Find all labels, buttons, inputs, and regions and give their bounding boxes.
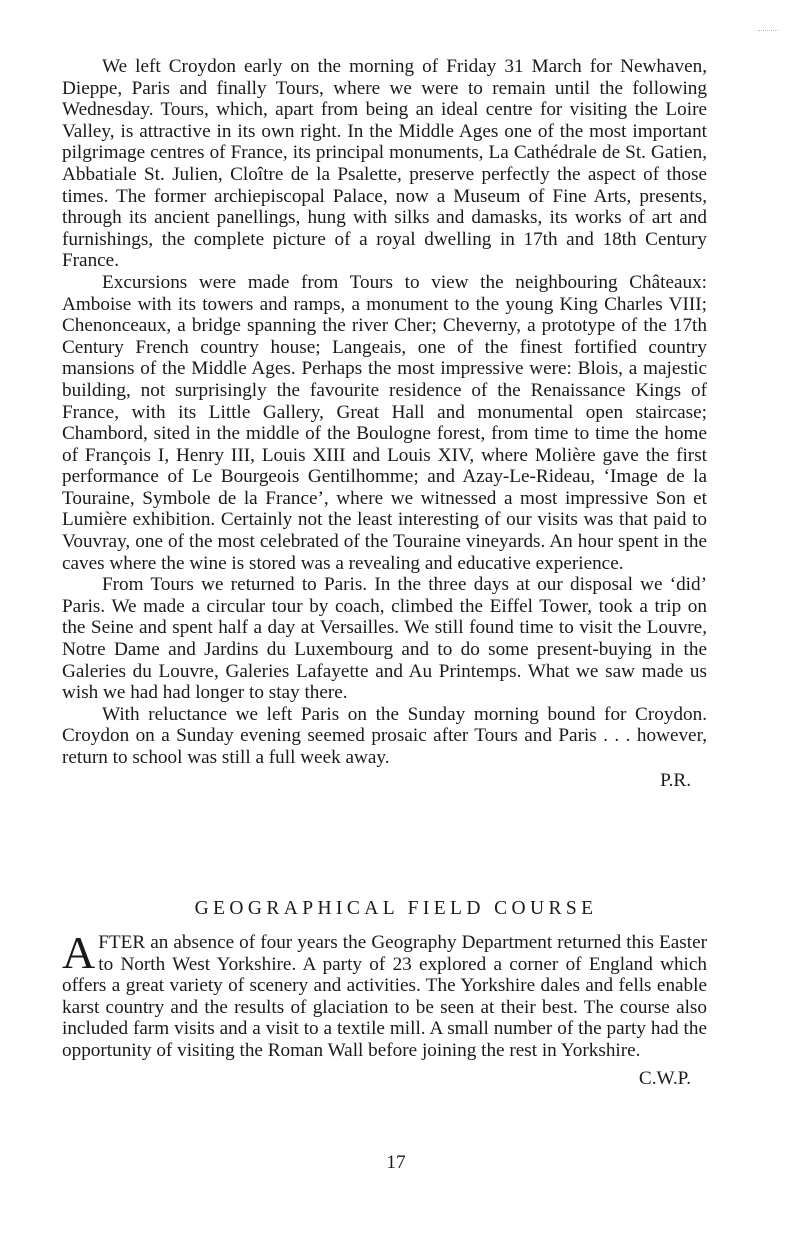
paris-tours-article <box>62 56 707 791</box>
paragraph: With reluctance we left Paris on the Sunday morning bound for Croydon. Croydon on a Sunday evening seemed prosaic after Tours and Paris . . . however, return to school was still a full week away. <box>62 703 707 768</box>
scan-marks <box>758 30 778 37</box>
paragraph-text: FTER an absence of four years the Geography Department returned this Easter to North West Yorkshire. A party of 23 explored a corner of England which offers a great variety of scenery and activities. The Yorkshire dales and fells enable karst country and the results of glaciation to be seen at their best. The course also included farm visits and a visit to a textile mill. A small number of the party had the opportunity of visiting the Roman Wall before joining the rest in Yorkshire. <box>62 932 707 1061</box>
field-course-article <box>62 927 707 1089</box>
paragraph: Excursions were made from Tours to view the neighbouring Châteaux: Amboise with its towers and ramps, a monument to the young King Charles VIII; Chenonceaux, a bridge spanning the river Cher; Cheverny, a prototype of the 17th Century French country house; Langeais, one of the finest fortified country mansions of the Middle Ages. Perhaps the most impressive were: Blois, a majestic building, not surprisingly the favourite residence of the Renaissance Kings of France, with its Little Gallery, Great Hall and monumental open staircase; Chambord, sited in the middle of the Boulogne forest, from time to time the home of François I, Henry III, Louis XIII and Louis XIV, where Molière gave the first performance of Le Bourgeois Gentilhomme; and Azay-Le-Rideau, ‘Image de la Touraine, Symbole de la France’, where we witnessed a most impressive Son et Lumière exhibition. Certainly not the least interesting of our visits was that paid to Vouvray, one of the most celebrated of the Touraine vineyards. An hour spent in the caves where the wine is stored was a revealing and educative experience. <box>62 271 707 574</box>
page-number: 17 <box>386 1152 406 1173</box>
author-initials: P.R. <box>660 769 691 791</box>
section-heading: GEOGRAPHICAL FIELD COURSE <box>194 898 598 919</box>
author-initials: C.W.P. <box>638 1067 691 1089</box>
paragraph <box>62 927 707 1062</box>
paragraph: We left Croydon early on the morning of Friday 31 March for Newhaven, Dieppe, Paris and finally Tours, where we were to remain until the following Wednesday. Tours, which, apart from being an ideal centre for visiting the Loire Valley, is attractive in its own right. In the Middle Ages one of the most important pilgrimage centres of France, its principal monuments, La Cathédrale de St. Gatien, Abbatiale St. Julien, Cloître de la Psalette, preserve perfectly the aspect of those times. The former archiepiscopal Palace, now a Museum of Fine Arts, presents, through its ancient panellings, hung with silks and damasks, its works of art and furnishings, the complete picture of a royal dwelling in 17th and 18th Century France. <box>62 56 707 272</box>
drop-cap: A <box>62 927 96 978</box>
paragraph: From Tours we returned to Paris. In the three days at our disposal we ‘did’ Paris. We made a circular tour by coach, climbed the Eiffel Tower, took a trip on the Seine and spent half a day at Versailles. We still found time to visit the Louvre, Notre Dame and Jardins du Luxembourg and to do some present-buying in the Galeries du Louvre, Galeries Lafayette and Au Printemps. What we saw made us wish we had had longer to stay there. <box>62 574 707 704</box>
